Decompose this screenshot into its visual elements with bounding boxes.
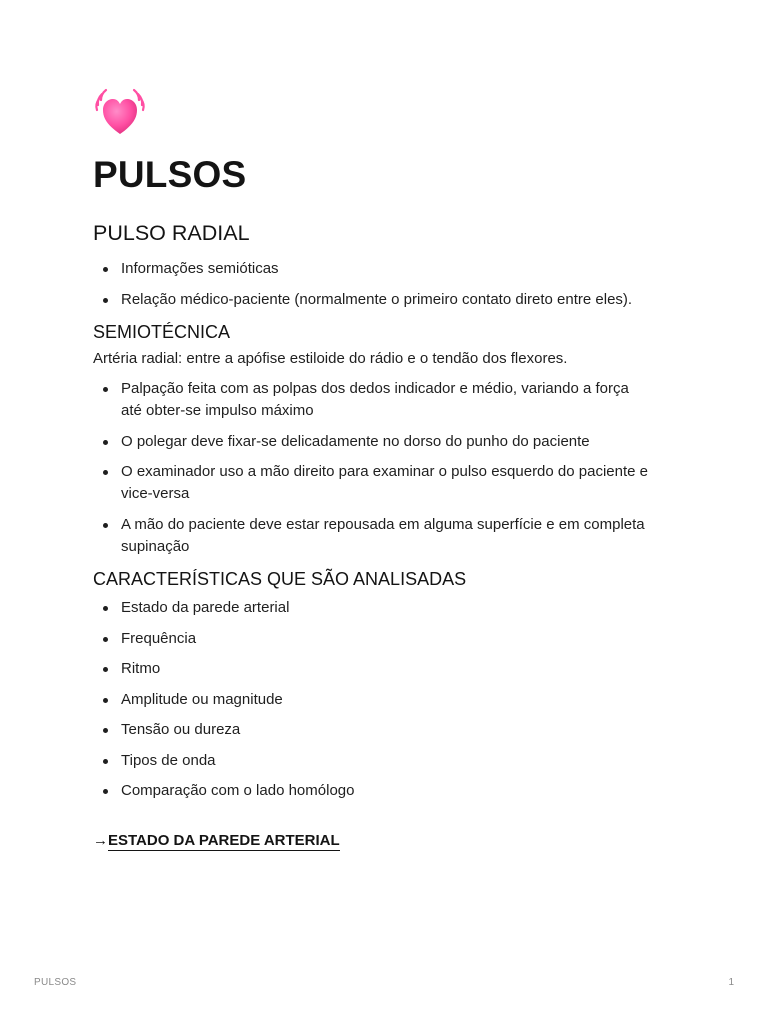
- bullet-list: [93, 597, 653, 802]
- footer-doc-name: PULSOS: [34, 977, 77, 988]
- section-heading: PULSO RADIAL: [93, 221, 250, 245]
- page-link-row: [93, 830, 653, 852]
- list-item: Frequência: [93, 628, 653, 650]
- bullet-list: [93, 258, 653, 311]
- bullet-list: [93, 378, 653, 558]
- list-item: Tipos de onda: [93, 750, 653, 772]
- list-item: O polegar deve fixar-se delicadamente no dorso do punho do paciente: [93, 431, 653, 453]
- section-caracteristicas: [93, 566, 653, 802]
- page-title: PULSOS: [93, 154, 247, 195]
- list-item: Estado da parede arterial: [93, 597, 653, 619]
- document-page: [93, 88, 653, 852]
- list-item: Relação médico-paciente (normalmente o primeiro contato direto entre eles).: [93, 289, 653, 311]
- section-heading: SEMIOTÉCNICA: [93, 322, 231, 342]
- page-link-estado-parede-arterial[interactable]: ESTADO DA PAREDE ARTERIAL: [108, 832, 340, 849]
- list-item: Palpação feita com as polpas dos dedos indicador e médio, variando a força até obter-se impulso máximo: [93, 378, 653, 422]
- list-item: A mão do paciente deve estar repousada em alguma superfície e em completa supinação: [93, 514, 653, 558]
- section-semiotecnica: [93, 319, 653, 558]
- section-heading: CARACTERÍSTICAS QUE SÃO ANALISADAS: [93, 569, 467, 589]
- list-item: Ritmo: [93, 658, 653, 680]
- list-item: Amplitude ou magnitude: [93, 689, 653, 711]
- section-pulso-radial: [93, 218, 653, 311]
- list-item: Comparação com o lado homólogo: [93, 780, 653, 802]
- list-item: Tensão ou dureza: [93, 719, 653, 741]
- footer-page-number: 1: [728, 977, 734, 988]
- arrow-right-icon: →: [93, 832, 108, 849]
- list-item: O examinador uso a mão direito para examinar o pulso esquerdo do paciente e vice-versa: [93, 461, 653, 505]
- list-item: Informações semióticas: [93, 258, 653, 280]
- paragraph: Artéria radial: entre a apófise estiloide do rádio e o tendão dos flexores.: [93, 350, 568, 367]
- beating-heart-icon: [93, 88, 147, 138]
